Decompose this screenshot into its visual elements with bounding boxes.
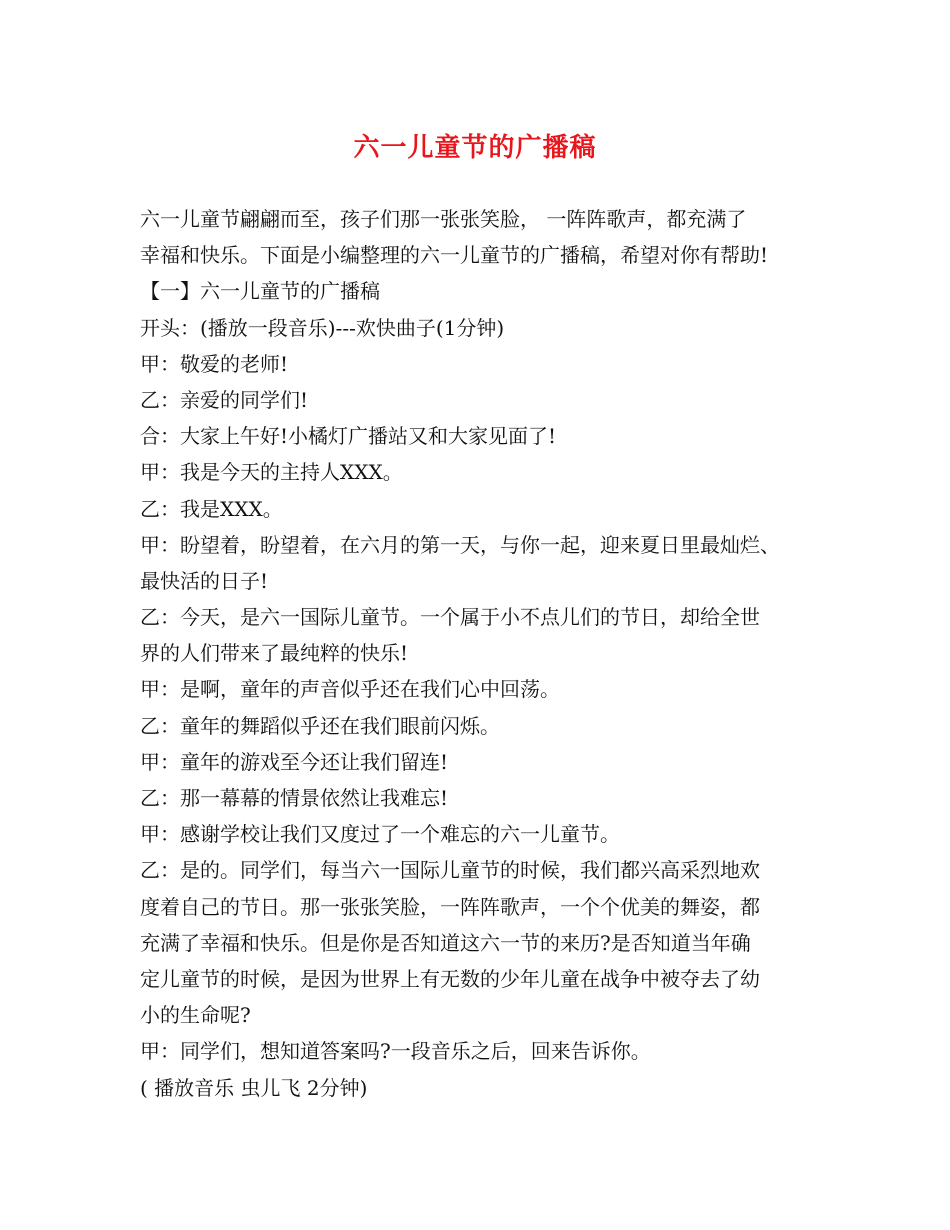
document-body [140,201,820,1106]
text-line: 开头：(播放一段音乐)---欢快曲子(1分钟) [140,315,505,340]
text-line: 小的生命呢? [140,1003,251,1028]
text-line: 乙：童年的舞蹈似乎还在我们眼前闪烁。 [140,713,500,738]
text-line: 甲：童年的游戏至今还让我们留连! [140,749,449,774]
text-line: 甲：同学们，想知道答案吗?一段音乐之后，回来告诉你。 [140,1039,651,1064]
text-line: ( 播放音乐 虫儿飞 2分钟) [140,1075,368,1100]
text-line: 乙：那一幕幕的情景依然让我难忘! [140,786,449,810]
text-line: 甲：是啊，童年的声音似乎还在我们心中回荡。 [140,677,560,702]
text-line: 六一儿童节翩翩而至，孩子们那一张张笑脸， 一阵阵歌声，都充满了 [140,207,747,231]
text-line: 甲：我是今天的主持人XXX。 [140,460,403,485]
text-line: 最快活的日子! [140,568,269,593]
text-line: 合：大家上午好!小橘灯广播站又和大家见面了! [140,424,557,449]
text-line: 甲：敬爱的老师! [140,351,289,376]
text-line: 乙：是的。同学们，每当六一国际儿童节的时候，我们都兴高采烈地欢 [140,858,760,883]
text-line: 甲：盼望着，盼望着，在六月的第一天，与你一起，迎来夏日里最灿烂、 [140,532,780,557]
text-line: 乙：今天，是六一国际儿童节。一个属于小不点儿们的节日，却给全世 [140,605,760,630]
text-line: 界的人们带来了最纯粹的快乐! [140,641,409,666]
text-line: 度着自己的节日。那一张张笑脸，一阵阵歌声，一个个优美的舞姿，都 [140,894,760,919]
text-line: 甲：感谢学校让我们又度过了一个难忘的六一儿童节。 [140,822,620,847]
text-line: 乙：亲爱的同学们! [140,387,309,412]
text-line: 定儿童节的时候，是因为世界上有无数的少年儿童在战争中被夺去了幼 [140,966,760,991]
section-heading: 【一】六一儿童节的广播稿 [140,279,380,304]
text-line: 充满了幸福和快乐。但是你是否知道这六一节的来历?是否知道当年确 [140,930,751,955]
text-line: 幸福和快乐。下面是小编整理的六一儿童节的广播稿，希望对你有帮助! [140,243,769,268]
document-title: 六一儿童节的广播稿 [353,133,597,163]
text-line: 乙：我是XXX。 [140,496,283,521]
